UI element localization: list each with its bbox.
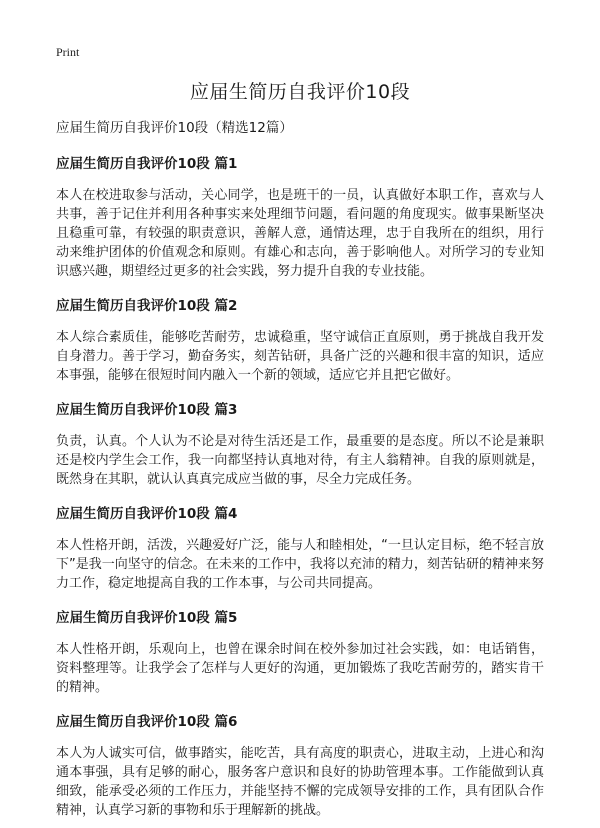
section-body: 本人性格开朗，乐观向上，也曾在课余时间在校外参加过社会实践，如：电话销售，资料整理等。让我学会了怎样与人更好的沟通，更加锻炼了我吃苦耐劳的，踏实肯干的精神。 (56, 642, 544, 695)
section-heading: 应届生简历自我评价10段 篇5 (56, 610, 238, 626)
page-title: 应届生简历自我评价10段 (189, 81, 411, 103)
section-heading: 应届生简历自我评价10段 篇1 (56, 156, 238, 172)
section-body: 本人综合素质佳，能够吃苦耐劳，忠诚稳重，坚守诚信正直原则，勇于挑战自我开发自身潜力。善于学习，勤奋务实，刻苦钻研，具备广泛的兴趣和很丰富的知识，适应本事强，能够在很短时间内融入一个新的领域，适应它并且把它做好。 (56, 330, 544, 383)
section-6 (56, 713, 544, 820)
document-subtitle: 应届生简历自我评价10段（精选12篇） (56, 120, 293, 136)
section-3 (56, 401, 544, 489)
section-heading: 应届生简历自我评价10段 篇4 (56, 506, 238, 522)
section-body: 负责，认真。个人认为不论是对待生活还是工作，最重要的是态度。所以不论是兼职还是校内学生会工作，我一向都坚持认真地对待，有主人翁精神。自我的原则就是，既然身在其职，就认认真真完成应当做的事，尽全力完成任务。 (56, 434, 544, 487)
section-heading: 应届生简历自我评价10段 篇6 (56, 714, 238, 730)
section-4 (56, 505, 544, 593)
section-1 (56, 155, 544, 281)
section-body: 本人性格开朗，活泼，兴趣爱好广泛，能与人和睦相处，“一旦认定目标，绝不轻言放下”是我一向坚守的信念。在未来的工作中，我将以充沛的精力，刻苦钻研的精神来努力工作，稳定地提高自我的工作本事，与公司共同提高。 (56, 538, 544, 591)
section-heading: 应届生简历自我评价10段 篇2 (56, 298, 238, 314)
section-5 (56, 609, 544, 697)
section-body: 本人为人诚实可信，做事踏实，能吃苦，具有高度的职责心，进取主动，上进心和沟通本事强，具有足够的耐心，服务客户意识和良好的协助管理本事。工作能做到认真细致，能承受必须的工作压力，并能坚持不懈的完成领导安排的工作，具有团队合作精神，认真学习新的事物和乐于理解新的挑战。 (56, 746, 544, 818)
section-heading: 应届生简历自我评价10段 篇3 (56, 402, 238, 418)
section-2 (56, 297, 544, 385)
section-body: 本人在校进取参与活动，关心同学，也是班干的一员，认真做好本职工作，喜欢与人共事，善于记住并利用各种事实来处理细节问题，看问题的角度现实。做事果断坚决且稳重可靠，有较强的职责意识，善解人意，通情达理，忠于自我所在的组织，用行动来维护团体的价值观念和原则。有雄心和志向，善于影响他人。对所学习的专业知识感兴趣，期望经过更多的社会实践，努力提升自我的专业技能。 (56, 188, 544, 279)
print-link[interactable]: Print (56, 45, 80, 59)
